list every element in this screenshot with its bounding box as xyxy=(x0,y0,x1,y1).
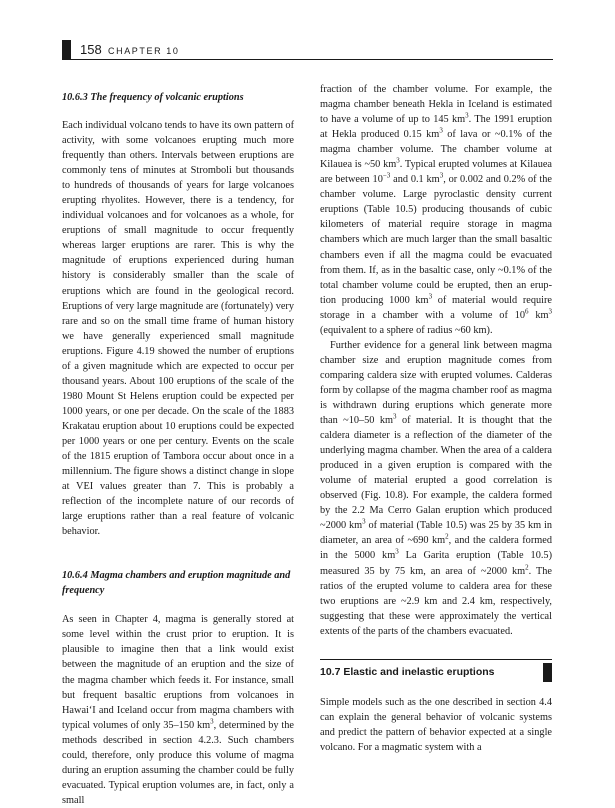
paragraph-chamber-volume: fraction of the chamber volume. For example, the magma chamber beneath Hekla in Iceland is estimated to have a volume of up to 145 $km^3$. The 1991 eruption at Hekla produced 0.15 $km^3$ of lava or ~0.1% of the magma chamber volume. The chamber volume at Kilauea is ~50 $km^3$. Typical erupted volumes at Kilauea are between $10^{-3}$ and 0.1 $km^3$, or 0.002 and 0.2% of the chamber volume. Large pyroclastic density current eruptions (Table 10.5) producing thousands of cubic kilometers of material require storage in magma chambers which are much larger than the small basaltic chambers even if all the magma could be evacuated from them. If, as in the basaltic case, only ~0.1% of the total chamber volume could be erupted, then an eruption producing 1000 $km^3$ of material would require storage in a chamber with a volume of $10^6$ $km^3$ (equivalent to a sphere of radius ~60 km). xyxy=(320,84,552,336)
left-column xyxy=(62,82,294,808)
page-number: 158 xyxy=(80,42,102,57)
section-heading-10-6-3: 10.6.3 The frequency of volcanic eruptions xyxy=(62,92,244,103)
paragraph-simple-models: Simple models such as the one described in section 4.4 can explain the general behavior of volcanic systems and predict the pattern of behavior expected at a single volcano. For a magmatic system with a xyxy=(320,696,552,753)
section-heading-10-6-4: 10.6.4 Magma chambers and eruption magnitude and frequency xyxy=(62,570,291,597)
header-marker-block xyxy=(62,40,71,60)
section-header-10-7 xyxy=(320,659,552,681)
paragraph-magma-chambers: As seen in Chapter 4, magma is generally stored at some level within the crust prior to eruption. It is plausible to imagine then that a link would exist between the magnitude of an eruption and the size of the magma chamber which feeds it. For instance, small but frequent basaltic eruptions from volcanoes in Hawai‘I and Iceland occur from magma chambers with typical volumes of only 35–150 $km^3$, determined by the methods described in section 4.2.3. Such chambers could, therefore, only produce this volume of magma during an eruption assuming the chamber could be fully evacuated. Typical eruption volumes are, in fact, only a small xyxy=(62,614,295,806)
paragraph-eruption-frequency: Each individual volcano tends to have its own pattern of activity, with some volcanoes erupting much more frequently than others. Intervals between eruptions are commonly tens of minutes at Stromboli but thousands to hundreds of thousands of years for large volcanoes erupting rhyolites. However, there is a tendency, for individual volcanoes and for volcanoes as a whole, for eruptions of small magnitude to occur frequently whereas larger eruptions are rarer. This is why the magnitude of eruptions experienced during human history is considerably smaller than the scale of eruptions which are found in the geological record. Eruptions of very large magnitude are (fortunately) very rare and so on the small time frame of human history we have generally experienced small magnitude eruptions. Figure 4.19 showed the number of eruptions of a given magnitude which are expected to occur per thousand years. About 100 eruptions of the scale of the 1980 Mount St Helens eruption could be expected per 1000 years, or one per decade. On the scale of the 1883 Krakatau eruption about 10 eruptions could be expected per 1000 years or one per century. Events on the scale of the 1815 eruption of Tambora occur about once in a millennium. The figure shows a distinct change in slope at VEI values greater than 7. This is probably a reflection of the incomplete nature of our records of large eruptions rather than a real feature of volcanic behavior. xyxy=(62,120,294,538)
right-column xyxy=(320,82,552,755)
section-title-10-7: 10.7 Elastic and inelastic eruptions xyxy=(320,665,495,678)
paragraph-caldera-evidence: Further evidence for a general link between magma chamber size and eruption magnitude comes from comparing caldera size with erupted volumes. Calderas form by collapse of the magma chamber roof as magma is withdrawn during eruptions which generate more than ~10–50 $km^3$ of material. It is thought that the caldera diameter is a reflection of the diameter of the underlying magma chamber. When the area of a caldera produced in a given eruption is compared with the volume of material erupted a good correlation is observed (Fig. 10.8). For example, the caldera formed by the 2.2 Ma Cerro Galan eruption which produced ~2000 $km^3$ of material (Table 10.5) was 25 by 35 km in diameter, an area of ~690 $km^2$, and the caldera formed in the 5000 $km^3$ La Garita eruption (Table 10.5) measured 35 by 75 km, an area of ~2000 $km^2$. The ratios of the erupted volume to caldera area for these two eruptions are ~2.9 km and 2.4 km, respectively, suggesting that these were approximately the vertical extents of the parts of the chambers evacuated. xyxy=(320,339,552,637)
section-marker-block xyxy=(543,663,552,682)
running-head-chapter: CHAPTER 10 xyxy=(108,46,180,56)
header-rule xyxy=(62,59,553,60)
